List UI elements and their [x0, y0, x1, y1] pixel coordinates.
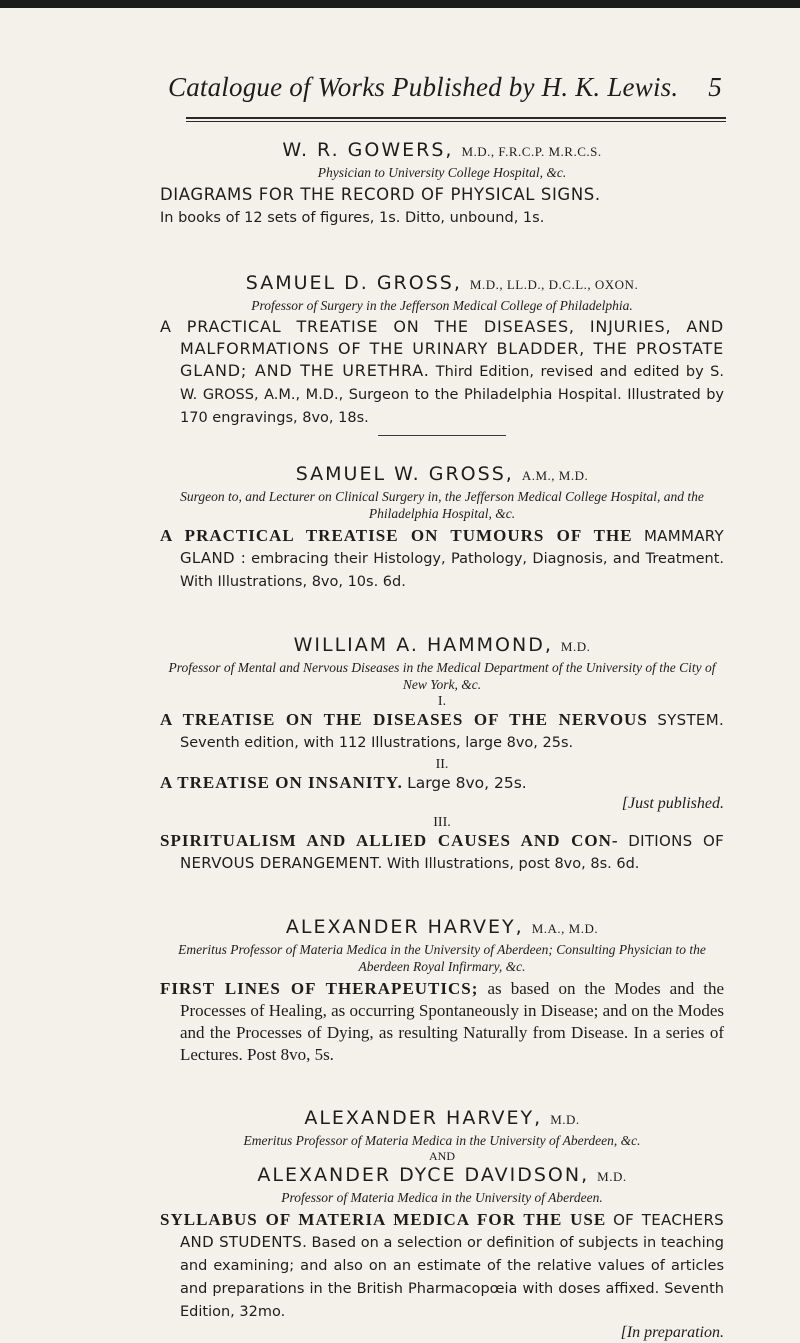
work-listing — [160, 709, 724, 754]
author-name-text: W. R. GOWERS, — [282, 139, 454, 161]
work-title-continued: OF TEACHERS AND STUDENTS. — [180, 1211, 724, 1251]
author-degrees: M.D. — [550, 1112, 580, 1127]
author-position: Professor of Mental and Nervous Diseases in the Medical Department of the University of the City of New York, &c. — [168, 660, 716, 692]
header-rule — [186, 117, 726, 119]
work-numeral: II. — [435, 757, 449, 772]
author-degrees: M.A., M.D. — [531, 921, 599, 936]
author-position: Emeritus Professor of Materia Medica in the University of Aberdeen; Consulting Physician to the Aberdeen Royal Infirmary, &c. — [178, 942, 706, 974]
author-name-text: WILLIAM A. HAMMOND, — [293, 634, 553, 656]
work-title: SYLLABUS OF MATERIA MEDICA FOR THE USE — [160, 1210, 607, 1229]
work-title: SPIRITUALISM AND ALLIED CAUSES AND CON- — [160, 831, 619, 850]
author-position: Professor of Surgery in the Jefferson Medical College of Philadelphia. — [251, 298, 633, 313]
author-name-text: ALEXANDER DYCE DAVIDSON, — [257, 1164, 590, 1186]
work-numeral: III. — [433, 815, 451, 830]
catalogue-title: Catalogue of Works Published by H. K. Lewis. — [168, 72, 679, 102]
work-title: DIAGRAMS FOR THE RECORD OF PHYSICAL SIGNS. — [160, 185, 601, 204]
entry-samuel-w-gross — [160, 462, 724, 593]
author-name — [160, 138, 724, 164]
author-name — [160, 633, 724, 659]
work-details: In books of 12 sets of figures, 1s. Ditto, unbound, 1s. — [160, 210, 545, 226]
author-degrees: M.D., F.R.C.P. M.R.C.S. — [461, 144, 602, 159]
publication-note: [Just published. — [621, 795, 724, 812]
work-details: as based on the Modes and the Processes of Healing, as occurring Spontaneously in Disease; and on the Modes and the Processes of Dying, as resulting Naturally from Disease. In a series of Lectures. Post 8vo, 5s. — [180, 979, 725, 1064]
work-title: A TREATISE ON THE DISEASES OF THE NERVOUS — [160, 710, 648, 729]
author-degrees: M.D. — [597, 1169, 627, 1184]
author-name — [160, 1106, 724, 1132]
work-listing — [160, 184, 724, 229]
work-listing — [160, 772, 724, 794]
work-title-continued: DITIONS OF NERVOUS DERANGEMENT. — [180, 832, 724, 872]
author-name-text: ALEXANDER HARVEY, — [285, 916, 524, 938]
second-author-name — [160, 1163, 724, 1189]
work-details: Third Edition, revised and edited by S. W. GROSS, A.M., M.D., Surgeon to the Philadelphia Hospital. Illustrated by 170 engravings, 8vo, 18s. — [180, 364, 724, 426]
entry-divider — [378, 435, 506, 436]
author-degrees: A.M., M.D. — [521, 468, 589, 483]
work-listing — [160, 525, 724, 593]
entry-gowers — [160, 138, 724, 229]
author-name-text: SAMUEL W. GROSS, — [295, 463, 514, 485]
work-title: A TREATISE ON INSANITY. — [160, 773, 403, 792]
author-degrees: M.D. — [560, 639, 591, 654]
entry-harvey — [160, 915, 724, 1066]
catalogue-content — [160, 130, 724, 1343]
entry-hammond — [160, 633, 724, 875]
work-details: With Illustrations, post 8vo, 8s. 6d. — [386, 856, 640, 872]
page-top-edge — [0, 0, 800, 8]
work-title: FIRST LINES OF THERAPEUTICS; — [160, 979, 479, 998]
author-position: Physician to University College Hospital, &c. — [317, 165, 567, 180]
author-position: Surgeon to, and Lecturer on Clinical Surgery in, the Jefferson Medical College Hospital, and the Philadelphia Hospital, &c. — [180, 489, 704, 521]
work-details: Seventh edition, with 112 Illustrations, large 8vo, 25s. — [180, 735, 574, 751]
author-name — [160, 271, 724, 297]
work-listing — [160, 316, 724, 429]
author-position: Emeritus Professor of Materia Medica in the University of Aberdeen, &c. — [243, 1133, 641, 1148]
work-details: embracing their Histology, Pathology, Diagnosis, and Treatment. With Illustrations, 8vo, 10s. 6d. — [180, 551, 725, 590]
author-name-text: SAMUEL D. GROSS, — [245, 272, 462, 294]
author-name-text: ALEXANDER HARVEY, — [304, 1107, 543, 1129]
header-rule-thin — [186, 121, 726, 122]
work-title-continued: SYSTEM. — [657, 711, 725, 729]
author-degrees: M.D., LL.D., D.C.L., OXON. — [469, 277, 639, 292]
work-listing — [160, 830, 724, 875]
author-name — [160, 915, 724, 941]
work-listing — [160, 978, 724, 1066]
work-details: Large 8vo, 25s. — [407, 774, 527, 792]
work-details: Based on a selection or definition of subjects in teaching and examining; and also on an estimate of the relative values of articles and preparations in the British Pharmacopœia with doses affixed. Seventh Edition, 32mo. — [180, 1235, 724, 1320]
and-separator: AND — [429, 1149, 455, 1163]
entry-harvey-davidson — [160, 1106, 724, 1343]
work-title: A PRACTICAL TREATISE ON THE DISEASES, INJURIES, AND MALFORMATIONS OF THE URINARY BLADDER, THE PROSTATE GLAND; AND THE URETHRA. — [160, 317, 724, 380]
publication-note: [In preparation. — [620, 1324, 724, 1341]
work-title: A PRACTICAL TREATISE ON TUMOURS OF THE — [160, 526, 633, 545]
work-title-continued: MAMMARY GLAND : — [180, 527, 725, 567]
author-name — [160, 462, 724, 488]
work-listing — [160, 1209, 724, 1323]
page-number: 5 — [708, 72, 722, 102]
second-author-position: Professor of Materia Medica in the University of Aberdeen. — [281, 1190, 603, 1205]
work-numeral: I. — [437, 694, 447, 709]
entry-samuel-d-gross — [160, 271, 724, 436]
